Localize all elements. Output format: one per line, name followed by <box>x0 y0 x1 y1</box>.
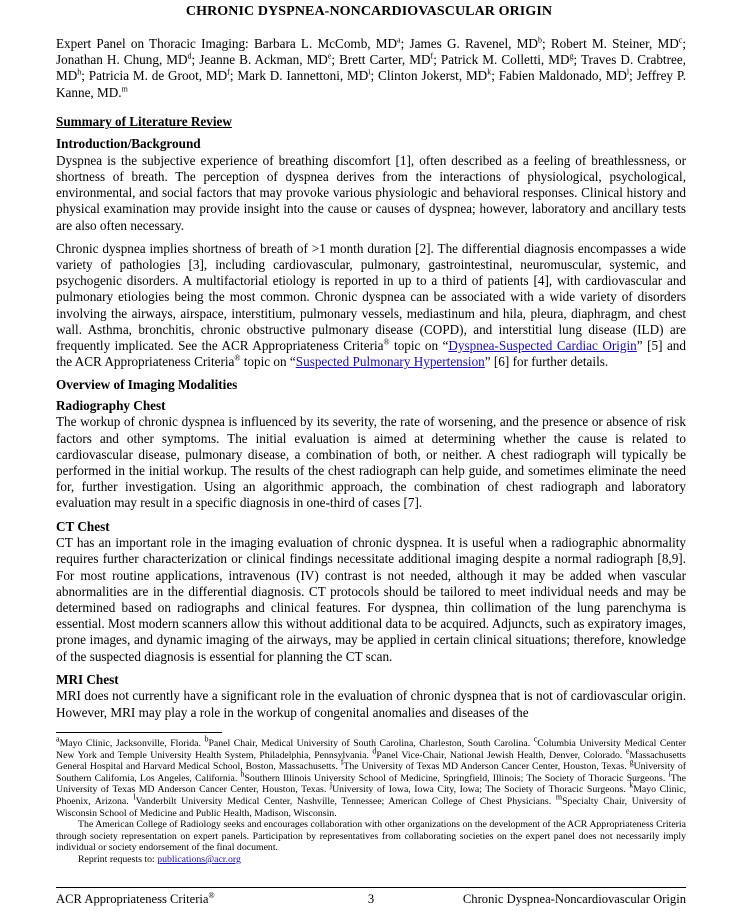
author-name: Fabien Maldonado, MD <box>498 68 627 84</box>
link-dyspnea-cardiac-origin[interactable]: Dyspnea-Suspected Cardiac Origin <box>448 338 637 354</box>
ct-heading: CT Chest <box>56 518 110 534</box>
author-list-prefix: Expert Panel on Thoracic Imaging: <box>56 36 254 51</box>
author-name: Jeanne B. Ackman, MD <box>199 52 328 68</box>
author-affiliation-mark: k <box>487 68 492 78</box>
reprint-line <box>56 854 686 866</box>
radiography-paragraph: The workup of chronic dyspnea is influenced by its severity, the rate of worsening, and the presence or absence of risk factors and other symptoms. The initial evaluation is aimed at determining whether the cause is related to cardiovascular disease, pulmonary disease, a combination of both, or neither. A chest radiograph will typically be performed in the initial workup. The results of the chest radiograph can help guide, and sometimes eliminate the need for, further investigation. Using an algorithmic approach, the combination of chest radiograph and laboratory evaluation may result in a specific diagnosis in one-third of cases [7]. <box>56 414 686 511</box>
footer-divider <box>56 887 686 888</box>
author-affiliation-mark: l <box>626 68 630 78</box>
footnote-text: The University of Texas MD Anderson Cancer Center, Houston, Texas. <box>343 761 630 773</box>
affiliations <box>56 734 687 819</box>
page-footer <box>56 892 686 907</box>
document-title: CHRONIC DYSPNEA-NONCARDIOVASCULAR ORIGIN <box>185 4 553 19</box>
footnote-text: Southern Illinois University School of Medicine, Springfield, Illinois; The Society of Thoracic Surgeons. <box>244 772 669 784</box>
link-pulmonary-hypertension[interactable]: Suspected Pulmonary Hypertension <box>295 354 485 370</box>
author-affiliation-mark: g <box>569 51 574 61</box>
author-name: James G. Ravenel, MD <box>409 36 538 51</box>
footnote-mark: l <box>133 792 136 802</box>
intro-paragraph-1: Dyspnea is the subjective experience of breathing discomfort [1], often described as a feeling of breathlessness, or shortness of breath. The perception of dyspnea derives from the interactions of physiological, psychological, environmental, and social factors that may provoke various physiologic and behavioral responses. Clinical history and physical examination may provide insight into the cause or causes of dyspnea; however, laboratory and ancillary tests are also often necessary. <box>56 152 686 233</box>
author-affiliation-mark: d <box>187 51 192 61</box>
footnote-divider <box>56 732 222 733</box>
author-name: Barbara L. McComb, MD <box>253 36 398 51</box>
disclaimer: The American College of Radiology seeks and encourages collaboration with other organizations on the development of the ACR Appropriateness Criteria through society representation on expert panels. Participation by representatives from collaborating societies on the expert panel does not necessarily imply individual or society endorsement of the final document. <box>56 819 686 854</box>
footnote-mark: c <box>533 734 538 744</box>
registered-mark: ® <box>234 353 241 363</box>
footnote-mark: a <box>56 734 60 744</box>
intro-heading: Introduction/Background <box>56 136 201 152</box>
footnote-mark: g <box>629 757 634 767</box>
footnote-text: University of Iowa, Iowa City, Iowa; The Society of Thoracic Surgeons. <box>332 784 630 796</box>
author-name: Brett Carter, MD <box>339 52 431 68</box>
footnote-text: Panel Vice-Chair, National Jewish Health, Denver, Colorado. <box>376 749 626 761</box>
author-affiliation-mark: a <box>397 35 401 45</box>
author-name: Mark D. Iannettoni, MD <box>237 68 369 84</box>
footnote-mark: h <box>240 769 245 779</box>
footnote-text: Massachusetts General Hospital and Harvard Medical School, Boston, Massachusetts. <box>56 749 686 773</box>
footnote-mark: f <box>340 757 344 767</box>
footnote-text: Mayo Clinic, Phoenix, Arizona. <box>56 784 687 807</box>
ct-paragraph: CT has an important role in the imaging evaluation of chronic dyspnea. It is useful when a radiographic abnormality requires further characterization or clinical findings necessitate additional imaging despite a normal radiograph [8,9]. For most routine applications, intravenous (IV) contrast is not needed, although it may be added when vascular abnormalities are in the differential diagnosis. CT protocols should be tailored to meet individual needs and may be determined based on radiographs and clinical features. For dyspnea, thin collimation of the lung parenchyma is essential. Most modern scanners allow this without additional data to be acquired. Adjuncts, such as expiratory images, prone images, and dynamic imaging of the airways, may be applied in certain clinical situations; therefore, knowledge of the suspected diagnosis is essential for planning the CT scan. <box>56 535 686 664</box>
intro-p2-text-c: ” [5] and the ACR Appropriateness Criteria <box>56 338 686 370</box>
footer-left <box>56 892 215 907</box>
author-name: Patrick M. Colletti, MD <box>440 52 570 68</box>
intro-p2-text-d: topic on “ <box>240 354 296 370</box>
author-name: Clinton Jokerst, MD <box>378 68 488 84</box>
footnote-text: Mayo Clinic, Jacksonville, Florida. <box>59 738 205 749</box>
author-name: Jeffrey P. Kanne, MD. <box>56 68 687 100</box>
footnote-mark: b <box>204 734 209 744</box>
footnote-text: University of Southern California, Los Angeles, California. <box>56 761 686 784</box>
author-name: Robert M. Steiner, MD <box>550 36 679 51</box>
author-affiliation-mark: c <box>678 35 683 45</box>
radiography-heading: Radiography Chest <box>56 397 166 413</box>
author-affiliation-mark: i <box>368 68 371 78</box>
intro-p2-text-e: ” [6] for further details. <box>484 354 609 370</box>
main-content <box>56 36 686 721</box>
footnote-text: Vanderbilt University Medical Center, Nashville, Tennessee; American College of Chest Physicians. <box>135 795 556 807</box>
author-name: Jonathan H. Chung, MD <box>56 52 188 68</box>
mri-paragraph: MRI does not currently have a significant role in the evaluation of chronic dyspnea that is not of cardiovascular origin. However, MRI may play a role in the workup of congenital anomalies and diseases of the <box>56 688 686 720</box>
author-affiliation-mark: m <box>121 84 128 94</box>
reprint-label: Reprint requests to: <box>78 853 158 865</box>
footnote-mark: m <box>555 792 563 802</box>
footnote-mark: i <box>668 769 671 779</box>
author-name: Patricia M. de Groot, MD <box>88 68 228 84</box>
author-affiliation-mark: f <box>430 51 434 61</box>
footnote-text: The University of Texas MD Anderson Cancer Center, Houston, Texas. <box>56 772 686 796</box>
author-affiliation-mark: h <box>77 68 82 78</box>
author-affiliation-mark: e <box>327 51 332 61</box>
summary-heading: Summary of Literature Review <box>56 113 232 129</box>
author-list <box>56 36 686 101</box>
footer-series-name: ACR Appropriateness Criteria <box>56 892 209 906</box>
registered-mark: ® <box>208 890 215 900</box>
overview-heading: Overview of Imaging Modalities <box>56 377 238 393</box>
intro-p2-text-a: Chronic dyspnea implies shortness of breath of >1 month duration [2]. The differential diagnosis encompasses a wide variety of pathologies [3], including cardiovascular, pulmonary, gastrointestinal, neuromuscular, systemic, and psychogenic disorders. A multifactorial etiology is reported in up to a third of patients [4], with cardiovascular and pulmonary etiologies being the most common. Chronic dyspnea can be associated with a wide variety of disorders involving the airways, airspace, interstitium, pulmonary vessels, mediastinum and hila, pleura, diaphragm, and chest wall. Asthma, bronchitis, chronic obstructive pulmonary disease (COPD), and interstitial lung disease (ILD) are frequently implicated. See the ACR Appropriateness Criteria <box>56 240 686 354</box>
registered-mark: ® <box>383 337 390 347</box>
footnotes <box>56 734 687 866</box>
page-number: 3 <box>367 892 375 906</box>
author-affiliation-mark: f <box>227 68 230 78</box>
footer-right: Chronic Dyspnea-Noncardiovascular Origin <box>462 892 686 906</box>
footnote-mark: j <box>329 781 333 791</box>
footnote-text: Specialty Chair, University of Wisconsin School of Medicine and Public Health, Madison, Wisconsin. <box>56 795 686 819</box>
authors: Barbara L. McComb, $MD^a$; James G. Ravenel, $MD^b$; Robert M. Steiner, $MD^c$; Jonathan H. Chung, $MD^d$; Jeanne B. Ackman, MDe; Brett Carter, $MD^f$; Patrick M. Colletti, $MD^g$; Traves D. Crabtree, $MD^h$; Patricia M. de Groot, $MD^f$; Mark D. Iannettoni, $MD^i$; Clinton Jokerst, $MD^k$; Fabien Maldonado, $MD^l$; Jeffrey P. Kanne, MD.$^m$ <box>56 35 687 100</box>
author-affiliation-mark: b <box>537 35 542 45</box>
reprint-email-link[interactable]: publications@acr.org <box>157 853 241 865</box>
footnote-text: Columbia University Medical Center New York and Temple University Health System, Philadelphia, Pennsylvania. <box>56 738 686 761</box>
intro-p2-text-b: topic on “ <box>389 338 449 354</box>
intro-paragraph-2 <box>56 241 686 371</box>
author-name: Traves D. Crabtree, MD <box>56 52 686 84</box>
footnote-mark: d <box>372 746 377 756</box>
footnote-text: Panel Chair, Medical University of South Carolina, Charleston, South Carolina. <box>208 738 534 749</box>
footnote-mark: k <box>629 781 634 791</box>
mri-heading: MRI Chest <box>56 671 119 687</box>
footnote-mark: e <box>625 746 630 756</box>
